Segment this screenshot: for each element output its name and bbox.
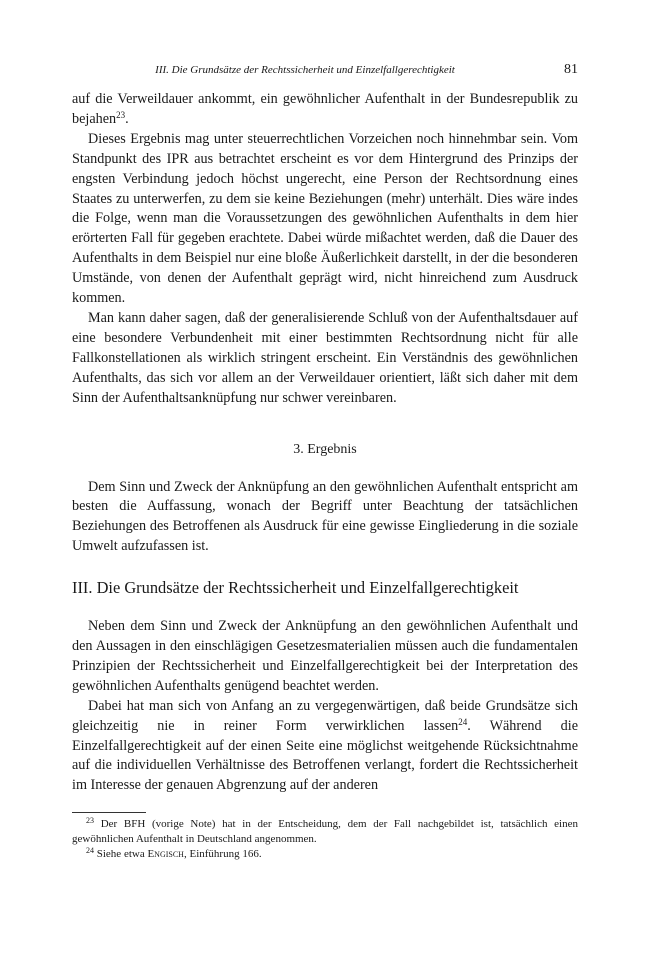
footnote-author: Engisch [147, 848, 184, 860]
footnote-text: , Einführung 166. [183, 848, 262, 860]
paragraph-text: auf die Verweildauer ankommt, ein gewöhnlicher Aufenthalt in der Bundesrepublik zu bejahen [72, 91, 578, 127]
page-number: 81 [564, 62, 578, 77]
paragraph-text-end: . [125, 110, 129, 127]
paragraph: Dieses Ergebnis mag unter steuerrechtlichen Vorzeichen noch hinnehmbar sein. Vom Standpunkt des IPR aus betrachtet erscheint es vor dem Hintergrund des Prinzips der engsten Verbindung jedoch höchst ungerecht, eine Person der Rechtsordnung eines Staates zu unterwerfen, zu dem sie keine Beziehungen (mehr) unterhält. Dies wäre indes die Folge, wenn man die Voraussetzungen des gewöhnlichen Aufenthalts in dem hier erörterten Fall für gegeben erachtete. Dabei würde mißachtet werden, daß die Dauer des Aufenthalts in dem Beispiel nur eine bloße Äußerlichkeit darstellt, in der die besonderen Umstände, von denen der Aufenthalt geprägt wird, nicht hinreichend zum Ausdruck kommen. [72, 130, 578, 307]
footnote-text: Der BFH (vorige Note) hat in der Entscheidung, dem der Fall nachgebildet ist, tatsächlich einen gewöhnlichen Aufenthalt in Deutschland angenommen. [72, 818, 578, 845]
footnote-23 [72, 817, 578, 847]
footnote-ref-23: 23 [116, 109, 126, 120]
paragraph: Neben dem Sinn und Zweck der Anknüpfung an den gewöhnlichen Aufenthalt und den Aussagen in den einschlägigen Gesetzesmaterialien müssen auch die fundamentalen Prinzipien der Rechtssicherheit und Einzelfallgerechtigkeit bei der Interpretation des gewöhnlichen Aufenthalts genügend beachtet werden. [72, 618, 578, 694]
section-heading: III. Die Grundsätze der Rechtssicherheit und Einzelfallgerechtigkeit [72, 578, 519, 598]
running-title: III. Die Grundsätze der Rechtssicherheit und Einzelfallgerechtigkeit [155, 64, 455, 76]
footnote-24 [72, 847, 578, 862]
paragraph: Dem Sinn und Zweck der Anknüpfung an den gewöhnlichen Aufenthalt entspricht am besten die Auffassung, wonach der Begriff unter Beachtung der tatsächlichen Beziehungen des Betroffenen als Ausdruck für eine gewisse Eingliederung in die soziale Umwelt aufzufassen ist. [72, 478, 578, 555]
subsection-heading: 3. Ergebnis [293, 441, 357, 457]
paragraph [72, 697, 578, 797]
body-text [72, 90, 578, 796]
footnote-number: 23 [86, 816, 94, 825]
paragraph: Man kann daher sagen, daß der generalisierende Schluß von der Aufenthaltsdauer auf eine besondere Verbundenheit mit einer bestimmten Rechtsordnung nicht für alle Fallkonstellationen als wirklich stringent erscheint. Ein Verständnis des gewöhnlichen Aufenthalts, das sich vor allem an der Verweildauer orientiert, läßt sich daher mit dem Sinn der Aufenthaltsanknüpfung nur schwer vereinbaren. [72, 309, 578, 406]
footnote-text: Siehe etwa [96, 848, 145, 860]
footnote-ref-24: 24 [458, 716, 468, 727]
paragraph-continuation [72, 90, 578, 130]
paragraph-text: Dabei hat man sich von Anfang an zu vergegenwärtigen, daß beide Grundsätze sich gleichzeitig nie in reiner Form verwirklichen lassen [72, 697, 578, 734]
footnote-number: 24 [86, 846, 94, 855]
running-header [72, 60, 578, 80]
spacer [72, 460, 578, 478]
footnote-rule [72, 812, 146, 813]
spacer [72, 599, 578, 617]
paragraph-text: . Während die Einzelfallgerechtigkeit auf der einen Seite eine möglichst weitgehende Rücksichtnahme auf die individuellen Verhältnisse des Betroffenen verlangt, fordert die Rechtssicherheit im Interesse der genauen Abgrenzung auf der anderen [72, 717, 579, 794]
spacer [72, 557, 578, 577]
spacer [72, 409, 578, 440]
footnotes [72, 817, 578, 862]
